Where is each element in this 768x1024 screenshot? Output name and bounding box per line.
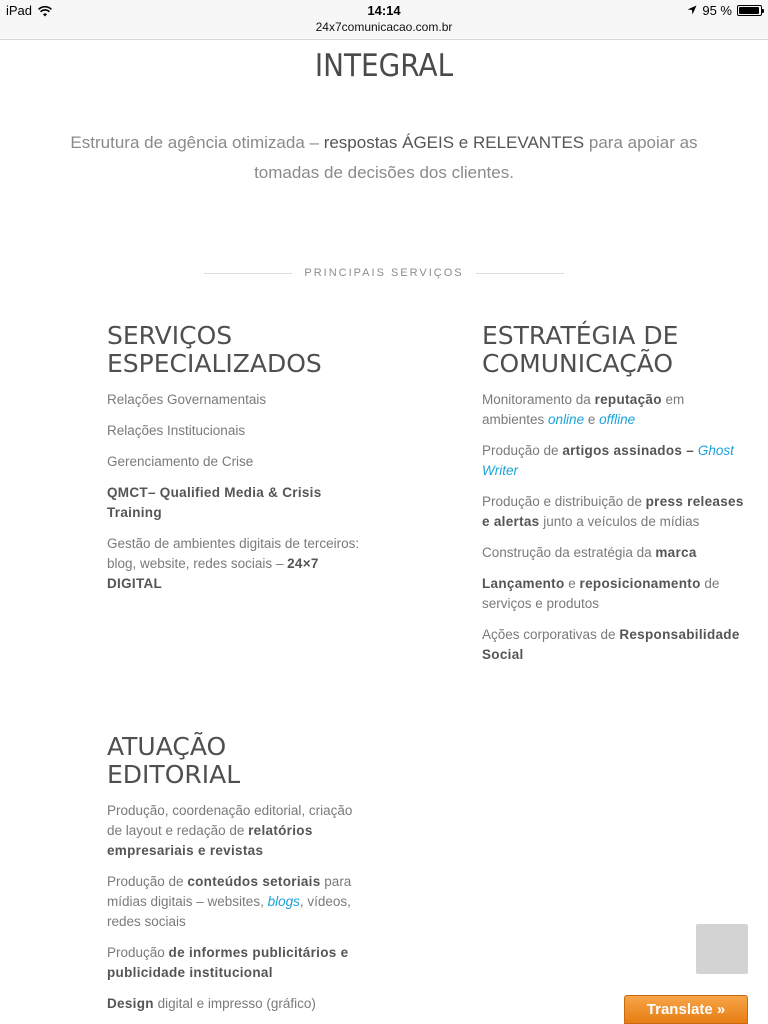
list-item-reputacao <box>482 390 748 430</box>
battery-percent: 95 % <box>702 3 732 18</box>
estrategia-title-line1: ESTRATÉGIA DE <box>482 321 679 350</box>
translate-button[interactable]: Translate » <box>624 995 748 1024</box>
address-bar[interactable] <box>0 20 768 40</box>
estrategia-title-line2: COMUNICAÇÃO <box>482 349 673 378</box>
battery-icon <box>737 5 762 16</box>
text-bold: de informes publicitários e publicidade institucional <box>107 945 349 980</box>
status-right <box>687 3 762 18</box>
list-item-relatorios <box>107 801 367 861</box>
list-item-design <box>107 994 367 1014</box>
text: digital e impresso (gráfico) <box>153 996 316 1011</box>
text: Produção de <box>107 874 188 889</box>
editorial-title-text: ATUAÇÃO EDITORIAL <box>107 732 241 789</box>
intro-suffix: para apoiar as tomadas de decisões dos clientes. <box>254 133 698 182</box>
text: Produção <box>107 945 169 960</box>
section-divider <box>204 266 564 280</box>
text: de serviços e produtos <box>482 576 720 611</box>
digital-text: Gestão de ambientes digitais de terceiros: blog, website, redes sociais – <box>107 536 360 571</box>
link-offline[interactable]: offline <box>599 412 636 427</box>
servicos-title-line1: SERVIÇOS <box>107 321 233 350</box>
back-to-top-button[interactable] <box>696 924 748 974</box>
link-blogs[interactable]: blogs <box>267 894 300 909</box>
digital-brand: 24×7 DIGITAL <box>107 556 319 591</box>
list-item-conteudos <box>107 872 367 932</box>
status-time: 14:14 <box>367 3 401 18</box>
divider-line-right <box>476 273 564 274</box>
list-item-lancamento <box>482 574 748 614</box>
text-bold: Design <box>107 996 154 1011</box>
list-item-artigos <box>482 441 748 481</box>
text: para mídias digitais – websites, <box>107 874 352 909</box>
qmct-label: QMCT– Qualified Media & Crisis Training <box>107 485 322 520</box>
device-label: iPad <box>6 3 33 18</box>
text-bold: reposicionamento <box>579 576 701 591</box>
text: Produção e distribuição de <box>482 494 646 509</box>
text-bold: Responsabilidade Social <box>482 627 740 662</box>
text: Construção da estratégia da <box>482 545 656 560</box>
intro-prefix: Estrutura de agência otimizada – <box>70 133 324 152</box>
text-bold: Lançamento <box>482 576 565 591</box>
text: Monitoramento da <box>482 392 595 407</box>
text-bold: artigos assinados – <box>562 443 695 458</box>
text: e <box>584 412 600 427</box>
section-label: PRINCIPAIS SERVIÇOS <box>304 267 464 279</box>
text: Ações corporativas de <box>482 627 620 642</box>
editorial-title <box>107 733 367 789</box>
text-bold: press releases e alertas <box>482 494 744 529</box>
estrategia-column <box>482 322 748 676</box>
list-item-digital <box>107 534 367 594</box>
url-text[interactable]: 24x7comunicacao.com.br <box>315 20 453 34</box>
text: junto a veículos de mídias <box>539 514 700 529</box>
page-heading: INTEGRAL <box>314 48 454 84</box>
intro-emphasis: respostas ÁGEIS e RELEVANTES <box>323 133 585 152</box>
servicos-especializados-column <box>107 322 367 605</box>
link-online[interactable]: online <box>548 412 585 427</box>
list-item-qmct <box>107 483 367 523</box>
servicos-title <box>107 322 367 378</box>
text-bold: relatórios empresariais e revistas <box>107 823 313 858</box>
list-item: Relações Governamentais <box>107 392 267 407</box>
servicos-title-line2: ESPECIALIZADOS <box>107 349 322 378</box>
text: Produção, coordenação editorial, criação de layout e redação de <box>107 803 353 838</box>
list-item-press <box>482 492 748 532</box>
battery-fill <box>739 7 759 14</box>
list-item: Relações Institucionais <box>107 423 246 438</box>
location-arrow-icon <box>687 3 697 18</box>
text-bold: reputação <box>594 392 662 407</box>
list-item: Gerenciamento de Crise <box>107 454 254 469</box>
divider-line-left <box>204 273 292 274</box>
editorial-column <box>107 733 367 1024</box>
status-bar <box>0 0 768 20</box>
list-item-responsabilidade <box>482 625 748 665</box>
text: e <box>564 576 580 591</box>
link-ghost-writer[interactable]: Ghost Writer <box>482 443 734 478</box>
text: , vídeos, redes sociais <box>107 894 351 929</box>
text: Produção de <box>482 443 563 458</box>
text-bold: marca <box>655 545 697 560</box>
estrategia-title <box>482 322 748 378</box>
list-item-marca <box>482 543 748 563</box>
text-bold: conteúdos setoriais <box>187 874 321 889</box>
text: em ambientes <box>482 392 685 427</box>
list-item-informes <box>107 943 367 983</box>
intro-text <box>40 128 728 188</box>
